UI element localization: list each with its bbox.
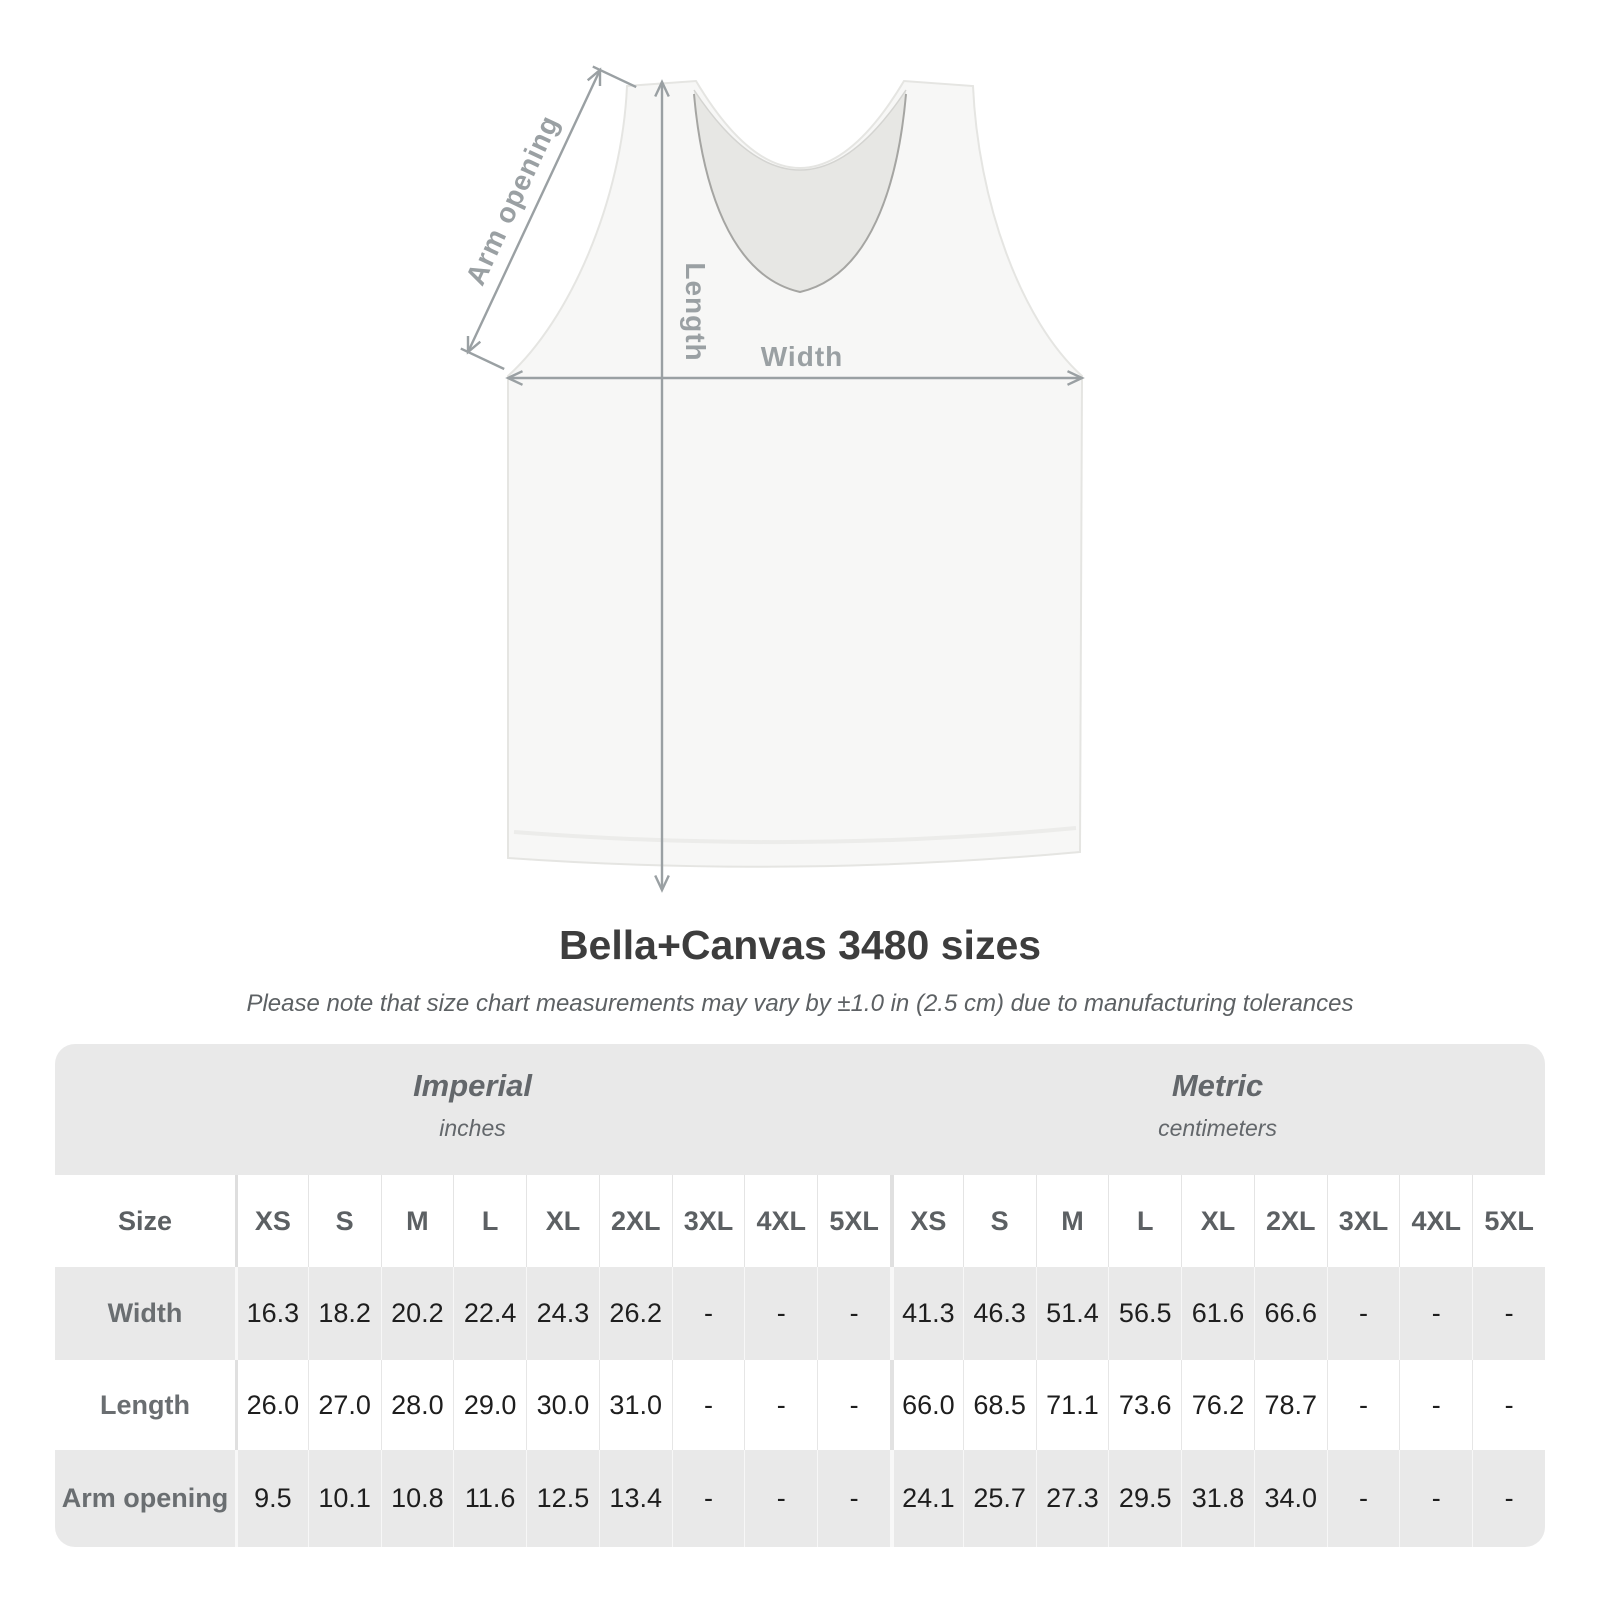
value-cell: 56.5 bbox=[1108, 1267, 1181, 1360]
value-cell: 18.2 bbox=[308, 1267, 381, 1360]
value-cell: 41.3 bbox=[890, 1267, 963, 1360]
arm-opening-row bbox=[55, 1450, 1545, 1547]
row-label: Arm opening bbox=[55, 1450, 235, 1547]
tolerance-note: Please note that size chart measurements may vary by ±1.0 in (2.5 cm) due to manufacturing tolerances bbox=[246, 990, 1354, 1017]
value-cell: 30.0 bbox=[526, 1360, 599, 1450]
value-cell: 29.5 bbox=[1108, 1450, 1181, 1547]
length-label: Length bbox=[680, 262, 711, 362]
width-row bbox=[55, 1267, 1545, 1360]
length-row bbox=[55, 1360, 1545, 1450]
value-cell: 31.0 bbox=[599, 1360, 672, 1450]
value-cell: 9.5 bbox=[235, 1450, 308, 1547]
tank-top-illustration bbox=[430, 40, 1110, 910]
size-header-cell: 5XL bbox=[817, 1175, 890, 1267]
metric-unit-header bbox=[890, 1044, 1545, 1175]
value-cell: - bbox=[744, 1450, 817, 1547]
value-cell: 29.0 bbox=[453, 1360, 526, 1450]
imperial-subtitle: inches bbox=[439, 1115, 506, 1141]
size-header-cell: M bbox=[1036, 1175, 1109, 1267]
size-header-cell: 4XL bbox=[744, 1175, 817, 1267]
value-cell: 16.3 bbox=[235, 1267, 308, 1360]
value-cell: - bbox=[744, 1267, 817, 1360]
value-cell: 12.5 bbox=[526, 1450, 599, 1547]
value-cell: 25.7 bbox=[963, 1450, 1036, 1547]
size-table-container bbox=[55, 1044, 1545, 1547]
value-cell: - bbox=[1327, 1267, 1400, 1360]
row-label: Width bbox=[55, 1267, 235, 1360]
size-header-cell: XL bbox=[1181, 1175, 1254, 1267]
value-cell: - bbox=[1327, 1450, 1400, 1547]
value-cell: - bbox=[672, 1450, 745, 1547]
size-header-cell: L bbox=[453, 1175, 526, 1267]
value-cell: 13.4 bbox=[599, 1450, 672, 1547]
row-label: Length bbox=[55, 1360, 235, 1450]
size-header-cell: XS bbox=[890, 1175, 963, 1267]
value-cell: - bbox=[817, 1267, 890, 1360]
size-header-cell: XL bbox=[526, 1175, 599, 1267]
page-title: Bella+Canvas 3480 sizes bbox=[558, 922, 1042, 968]
value-cell: 10.1 bbox=[308, 1450, 381, 1547]
value-cell: 10.8 bbox=[381, 1450, 454, 1547]
value-cell: 28.0 bbox=[381, 1360, 454, 1450]
size-header-cell: S bbox=[963, 1175, 1036, 1267]
value-cell: 46.3 bbox=[963, 1267, 1036, 1360]
value-cell: 73.6 bbox=[1108, 1360, 1181, 1450]
width-label: Width bbox=[760, 341, 844, 372]
value-cell: - bbox=[1399, 1360, 1472, 1450]
value-cell: 66.6 bbox=[1254, 1267, 1327, 1360]
value-cell: 24.1 bbox=[890, 1450, 963, 1547]
size-header-cell: S bbox=[308, 1175, 381, 1267]
value-cell: 26.0 bbox=[235, 1360, 308, 1450]
value-cell: 34.0 bbox=[1254, 1450, 1327, 1547]
metric-title: Metric bbox=[1171, 1068, 1264, 1103]
value-cell: - bbox=[817, 1360, 890, 1450]
value-cell: 22.4 bbox=[453, 1267, 526, 1360]
value-cell: 24.3 bbox=[526, 1267, 599, 1360]
value-cell: 76.2 bbox=[1181, 1360, 1254, 1450]
size-header-cell: 3XL bbox=[1327, 1175, 1400, 1267]
size-header-row bbox=[55, 1175, 1545, 1267]
value-cell: - bbox=[1399, 1267, 1472, 1360]
value-cell: 27.3 bbox=[1036, 1450, 1109, 1547]
size-column-header: Size bbox=[55, 1175, 235, 1267]
value-cell: - bbox=[744, 1360, 817, 1450]
size-header-cell: M bbox=[381, 1175, 454, 1267]
value-cell: - bbox=[1327, 1360, 1400, 1450]
value-cell: - bbox=[1472, 1360, 1545, 1450]
value-cell: 78.7 bbox=[1254, 1360, 1327, 1450]
value-cell: 61.6 bbox=[1181, 1267, 1254, 1360]
value-cell: - bbox=[672, 1360, 745, 1450]
value-cell: 20.2 bbox=[381, 1267, 454, 1360]
size-header-cell: 4XL bbox=[1399, 1175, 1472, 1267]
value-cell: 68.5 bbox=[963, 1360, 1036, 1450]
size-header-cell: L bbox=[1108, 1175, 1181, 1267]
size-header-cell: 2XL bbox=[599, 1175, 672, 1267]
value-cell: - bbox=[1472, 1450, 1545, 1547]
value-cell: 51.4 bbox=[1036, 1267, 1109, 1360]
value-cell: - bbox=[1472, 1267, 1545, 1360]
unit-header-row bbox=[55, 1044, 1545, 1175]
value-cell: 71.1 bbox=[1036, 1360, 1109, 1450]
value-cell: 27.0 bbox=[308, 1360, 381, 1450]
value-cell: 26.2 bbox=[599, 1267, 672, 1360]
size-table bbox=[55, 1044, 1545, 1547]
value-cell: - bbox=[1399, 1450, 1472, 1547]
value-cell: 31.8 bbox=[1181, 1450, 1254, 1547]
metric-subtitle: centimeters bbox=[1158, 1115, 1277, 1141]
size-header-cell: 3XL bbox=[672, 1175, 745, 1267]
size-header-cell: 5XL bbox=[1472, 1175, 1545, 1267]
imperial-title: Imperial bbox=[413, 1068, 532, 1103]
value-cell: 11.6 bbox=[453, 1450, 526, 1547]
size-header-cell: 2XL bbox=[1254, 1175, 1327, 1267]
tank-top-figure bbox=[430, 40, 1110, 910]
value-cell: - bbox=[817, 1450, 890, 1547]
value-cell: - bbox=[672, 1267, 745, 1360]
size-header-cell: XS bbox=[235, 1175, 308, 1267]
imperial-unit-header bbox=[55, 1044, 890, 1175]
arm-opening-label: Arm opening bbox=[459, 110, 566, 290]
value-cell: 66.0 bbox=[890, 1360, 963, 1450]
